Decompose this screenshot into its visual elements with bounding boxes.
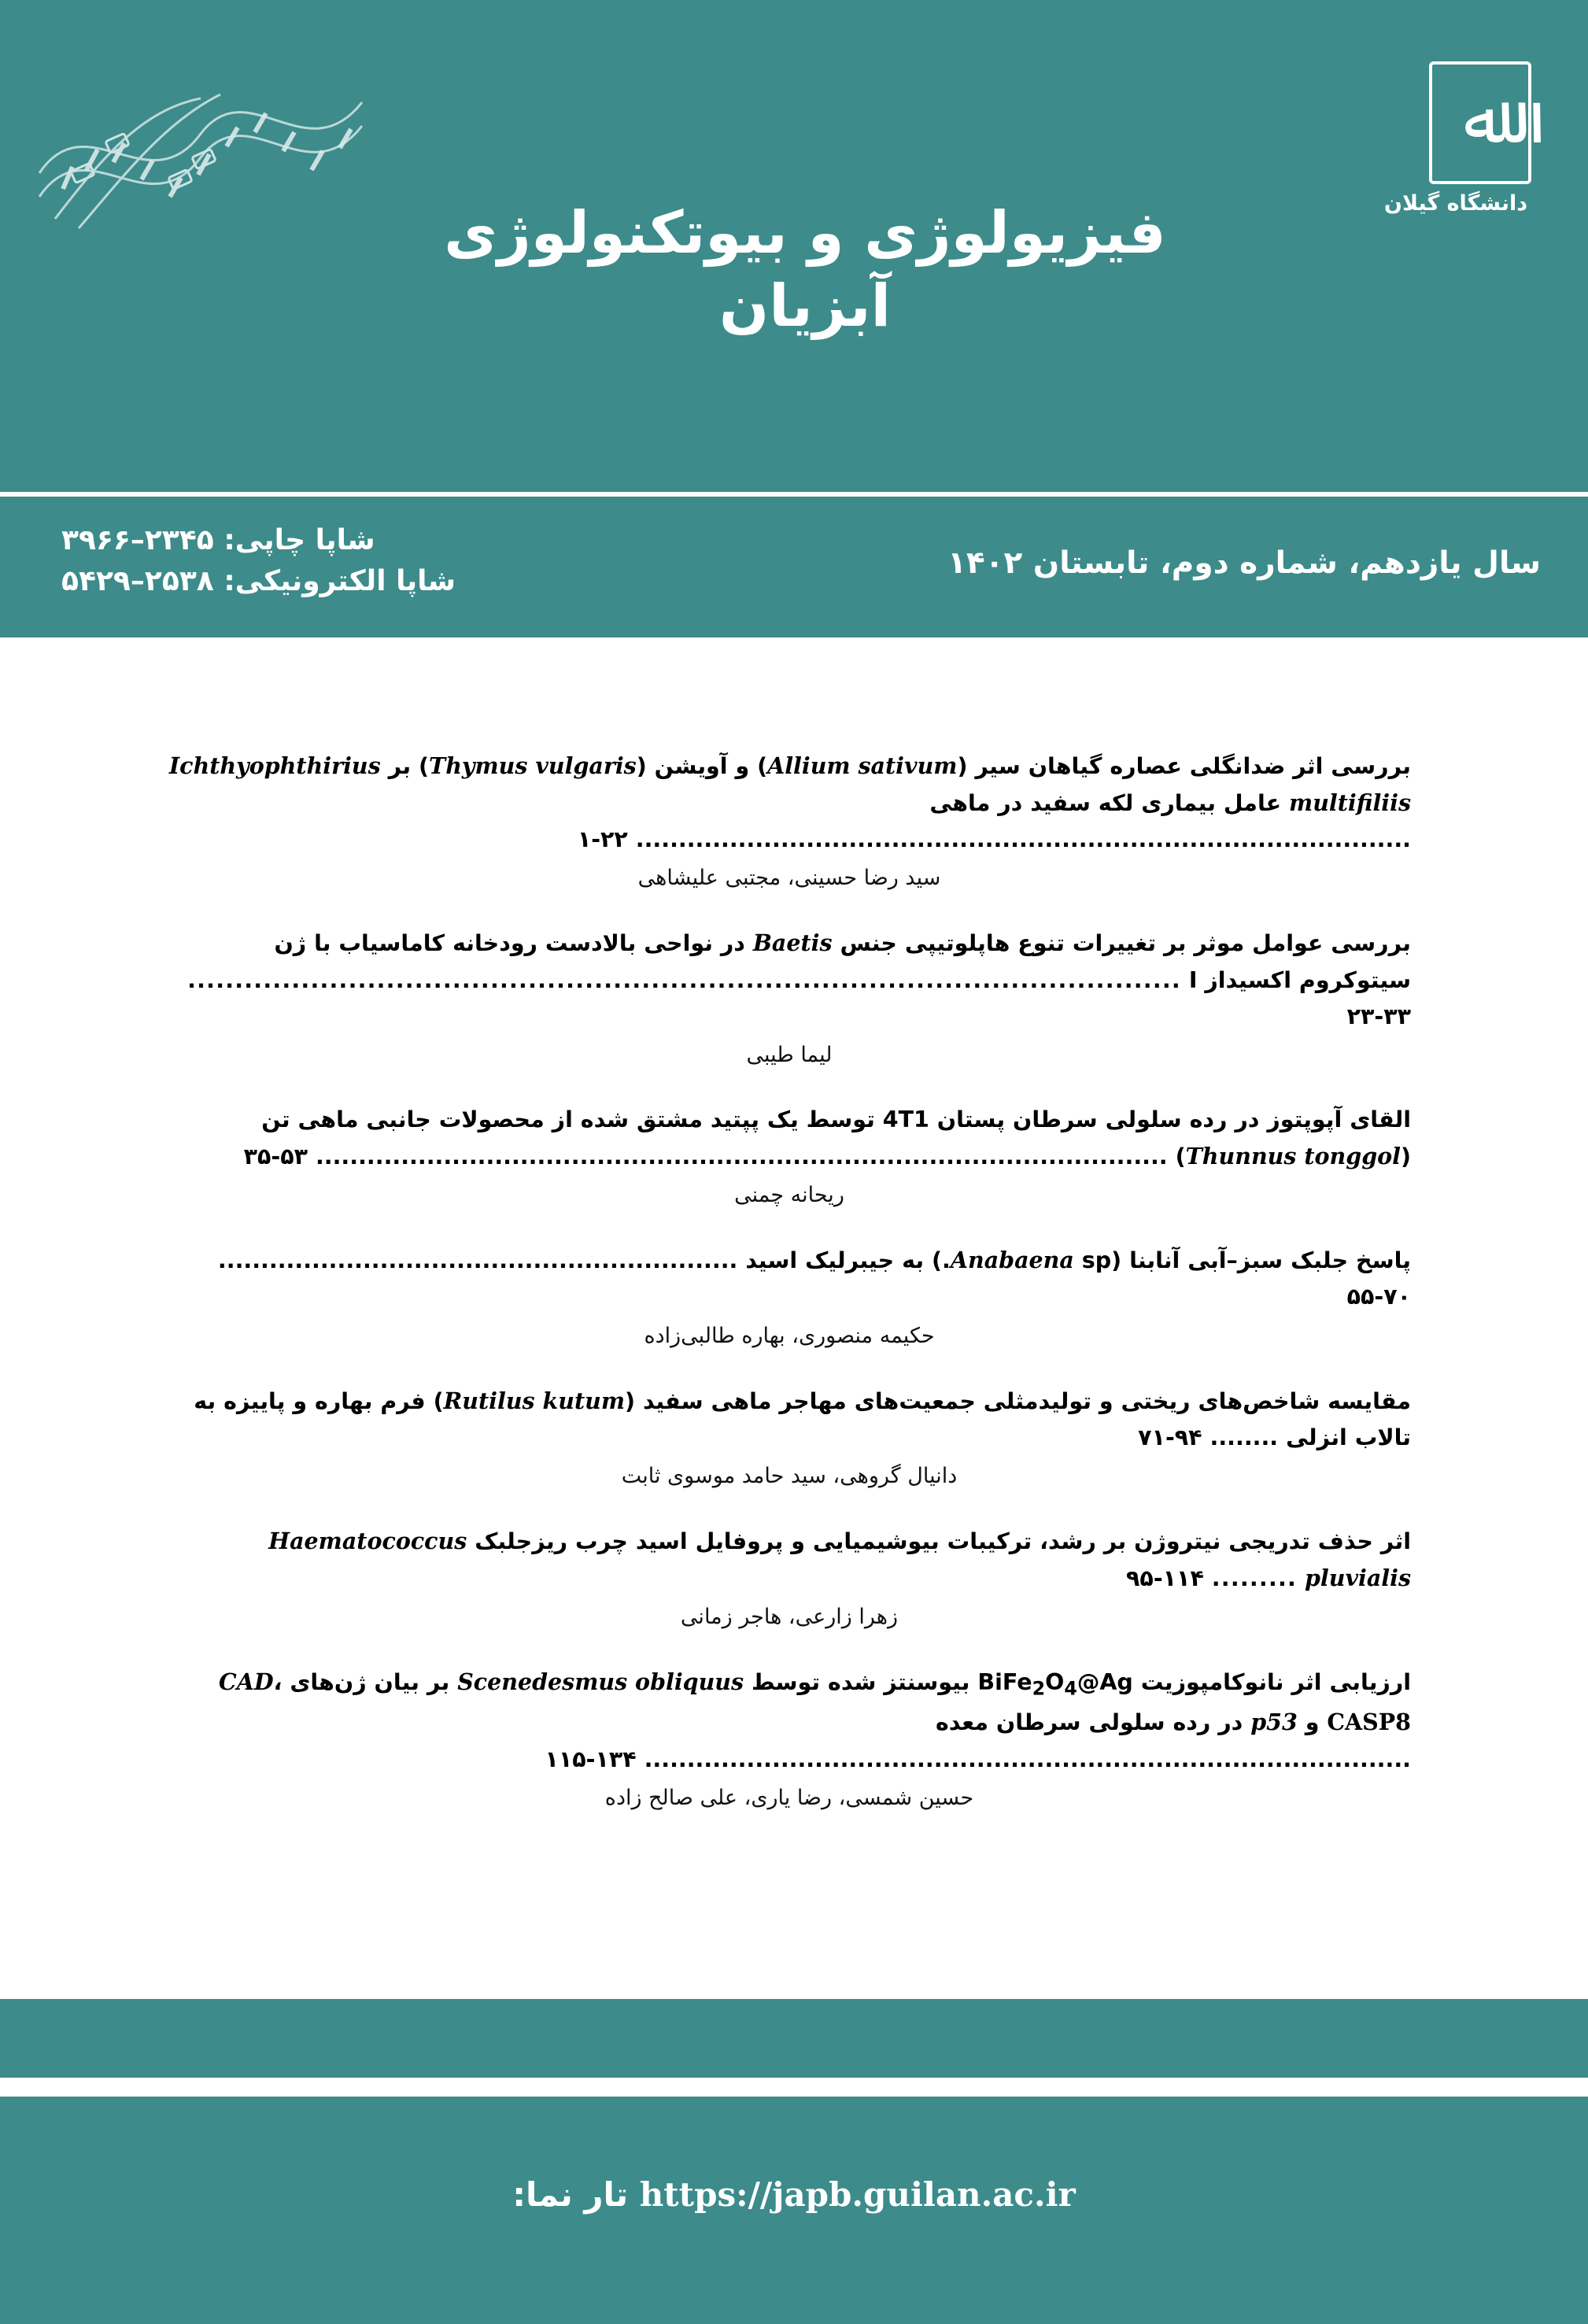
toc-leader-dots: .................................................................................................... (315, 1144, 1168, 1170)
website-url[interactable]: https://japb.guilan.ac.ir (639, 2175, 1076, 2214)
bottom-teal-band (0, 1999, 1588, 2078)
toc-entry-title-text: القای آپوپتوز در رده سلولی سرطان پستان 4T1 توسط یک پپتید مشتق شده از محصولات جانبی ماهی تن (Thunnus tonggol) (261, 1106, 1411, 1170)
website-label: تار نما: (512, 2175, 629, 2214)
toc-entry-list (168, 748, 1411, 1845)
band-divider (0, 2078, 1588, 2092)
issn-print: شاپا چاپی: ۲۳۴۵–۳۹۶۶ (61, 524, 375, 556)
dna-helix-icon (31, 79, 370, 236)
toc-entry-authors: لیما طیبی (746, 1042, 833, 1067)
toc-leader-dots: ........ (1209, 1424, 1279, 1450)
journal-title: فیزیولوژی و بیوتکنولوژی آبزیان (444, 199, 1166, 340)
university-logo (1374, 61, 1531, 216)
toc-entry-authors: دانیال گروهی، سید حامد موسوی ثابت (621, 1463, 958, 1488)
toc-entry[interactable] (168, 1383, 1411, 1488)
toc-entry-title-text: مقایسه شاخص‌های ریختی و تولیدمثلی جمعیت‌های مهاجر ماهی سفید (Rutilus kutum) فرم بهاره و پاییزه به تالاب انزلی (194, 1387, 1411, 1450)
toc-entry-title[interactable] (168, 1102, 1411, 1175)
issue-info-strip (0, 492, 1588, 637)
toc-entry-pages: ۱۱۵-۱۳۴ (545, 1746, 637, 1772)
toc-entry-authors: زهرا زارعی، هاجر زمانی (680, 1605, 899, 1630)
toc-entry[interactable] (168, 748, 1411, 890)
masthead-banner (0, 0, 1588, 492)
toc-entry-authors: حکیمه منصوری، بهاره طالبی‌زاده (644, 1323, 935, 1348)
issn-block (61, 520, 456, 602)
toc-leader-dots: ............................................................. (217, 1247, 738, 1274)
toc-entry[interactable] (168, 1102, 1411, 1207)
toc-entry[interactable] (168, 925, 1411, 1066)
toc-entry-pages: ۱-۲۲ (577, 826, 628, 853)
toc-entry-title-text: بررسی اثر ضدانگلی عصاره گیاهان سیر (Allium sativum) و آویشن (Thymus vulgaris) بر Ichthyophthirius multifiliis عامل بیماری لکه سفید در ماهی (168, 752, 1411, 817)
toc-entry-title-text: ارزیابی اثر نانوکامپوزیت $BiFe_2O_4@Ag$ بیوسنتز شده توسط Scenedesmus obliquus بر بیان ژن‌های CAD، CASP8 و p53 در رده سلولی سرطان معده (219, 1668, 1411, 1736)
toc-entry-title[interactable] (168, 1664, 1411, 1777)
toc-entry-pages: ۷۱-۹۴ (1138, 1424, 1202, 1450)
toc-entry-pages: ۵۵-۷۰ (1346, 1284, 1411, 1310)
toc-entry-authors: حسین شمسی، رضا یاری، علی صالح زاده (604, 1785, 974, 1810)
footer-band (0, 2092, 1588, 2324)
toc-entry-pages: ۲۳-۳۳ (1346, 1003, 1411, 1029)
footer-website-line (0, 2175, 1588, 2214)
toc-entry[interactable] (168, 1523, 1411, 1629)
toc-entry-authors: سید رضا حسینی، مجتبی علیشاهی (637, 866, 941, 891)
toc-entry-title[interactable] (168, 1242, 1411, 1315)
toc-entry[interactable] (168, 1664, 1411, 1809)
toc-entry[interactable] (168, 1242, 1411, 1347)
toc-leader-dots: ......... (1211, 1565, 1298, 1592)
toc-entry-title[interactable] (168, 748, 1411, 858)
toc-leader-dots: ........................................................................................... (635, 826, 1411, 853)
toc-entry-title[interactable] (168, 1383, 1411, 1456)
university-logo-emblem-icon: ﷲ (1463, 80, 1504, 159)
toc-entry-title[interactable] (168, 925, 1411, 1034)
issue-info-text: سال یازدهم، شماره دوم، تابستان ۱۴۰۲ (947, 545, 1541, 581)
toc-entry-authors: ریحانه چمنی (734, 1183, 844, 1208)
toc-entry-title-text: بررسی عوامل موثر بر تغییرات تنوع هاپلوتیپی جنس Baetis در نواحی بالادست رودخانه کاماسیاب با ژن سیتوکروم اکسیداز I (274, 929, 1411, 993)
toc-entry-pages: ۳۵-۵۳ (243, 1144, 308, 1170)
toc-leader-dots: ......................................................................................................... (187, 966, 1181, 993)
toc-entry-title-text: پاسخ جلبک سبز–آبی آنابنا (Anabaena sp.) به جیبرلیک اسید (745, 1247, 1411, 1274)
toc-leader-dots: .......................................................................................... (644, 1746, 1411, 1772)
toc-entry-pages: ۹۵-۱۱۴ (1126, 1565, 1204, 1592)
issn-online: شاپا الکترونیکی: ۲۵۳۸–۵۴۲۹ (61, 565, 456, 598)
toc-entry-title[interactable] (168, 1523, 1411, 1597)
university-logo-name: دانشگاه گیلان (1383, 191, 1528, 216)
toc-entry-title-text: اثر حذف تدریجی نیتروژن بر رشد، ترکیبات بیوشیمیایی و پروفایل اسید چرب ریزجلبک Haematococcus pluvialis (268, 1527, 1411, 1592)
table-of-contents (0, 637, 1588, 1999)
